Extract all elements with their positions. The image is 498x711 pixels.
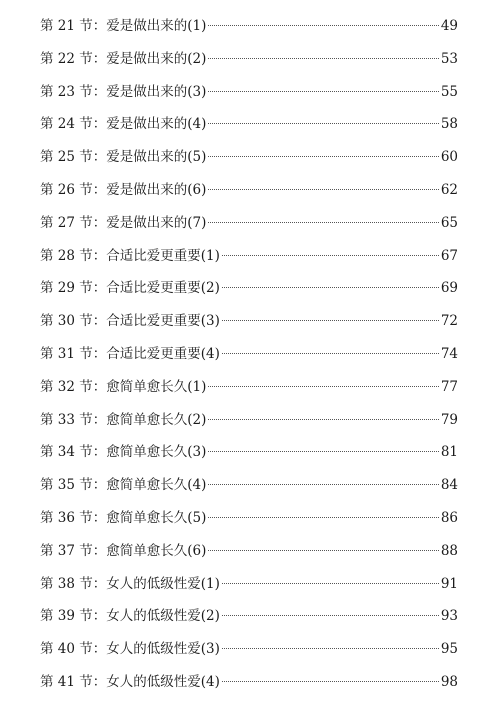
dot-leader: [208, 386, 438, 387]
dot-leader: [222, 287, 439, 288]
dot-leader: [208, 156, 438, 157]
toc-entry[interactable]: [40, 113, 458, 146]
toc-entry[interactable]: [40, 277, 458, 310]
toc-entry[interactable]: [40, 179, 458, 212]
page-number: 84: [440, 477, 458, 494]
section-title: 愈简单愈长久(6): [106, 542, 207, 559]
separator: ：: [92, 214, 107, 231]
section-title: 女人的低级性爱(2): [106, 608, 220, 625]
section-title: 女人的低级性爱(3): [106, 641, 220, 658]
toc-entry[interactable]: [40, 540, 458, 573]
section-title: 爱是做出来的(3): [106, 83, 207, 100]
section-number: 第 25 节: [40, 149, 93, 166]
page-number: 58: [440, 116, 458, 133]
page-number: 69: [440, 280, 458, 297]
section-number: 第 21 节: [40, 18, 93, 34]
section-number: 第 29 节: [40, 280, 93, 297]
separator: ：: [92, 641, 107, 658]
separator: ：: [92, 116, 107, 133]
separator: ：: [92, 149, 107, 166]
dot-leader: [208, 451, 438, 452]
toc-entry[interactable]: [40, 146, 458, 179]
toc-entry[interactable]: [40, 212, 458, 245]
page-number: 53: [440, 50, 458, 67]
section-title: 愈简单愈长久(1): [106, 378, 207, 395]
page-number: 81: [440, 444, 458, 461]
section-number: 第 27 节: [40, 214, 93, 231]
dot-leader: [208, 419, 438, 420]
separator: ：: [92, 542, 107, 559]
separator: ：: [92, 313, 107, 330]
section-number: 第 23 节: [40, 83, 93, 100]
toc-entry[interactable]: [40, 81, 458, 114]
section-number: 第 38 节: [40, 575, 93, 592]
page-number: 62: [440, 181, 458, 198]
table-of-contents: [40, 15, 458, 704]
separator: ：: [92, 280, 107, 297]
toc-entry[interactable]: [40, 376, 458, 409]
section-title: 爱是做出来的(2): [106, 50, 207, 67]
separator: ：: [92, 345, 107, 362]
section-title: 合适比爱更重要(4): [106, 345, 220, 362]
section-title: 愈简单愈长久(3): [106, 444, 207, 461]
page-number: 88: [440, 542, 458, 559]
dot-leader: [222, 615, 439, 616]
page-number: 55: [440, 83, 458, 100]
dot-leader: [208, 25, 438, 26]
toc-entry[interactable]: [40, 605, 458, 638]
separator: ：: [92, 50, 107, 67]
separator: ：: [92, 673, 107, 690]
page-number: 77: [440, 378, 458, 395]
dot-leader: [208, 517, 438, 518]
toc-entry[interactable]: [40, 310, 458, 343]
separator: ：: [92, 444, 107, 461]
section-title: 爱是做出来的(1): [106, 18, 207, 34]
section-number: 第 22 节: [40, 50, 93, 67]
page-number: 91: [440, 575, 458, 592]
dot-leader: [208, 189, 438, 190]
dot-leader: [208, 222, 438, 223]
section-title: 爱是做出来的(7): [106, 214, 207, 231]
page-number: 72: [440, 313, 458, 330]
toc-entry[interactable]: [40, 474, 458, 507]
page-number: 67: [440, 247, 458, 264]
toc-entry[interactable]: [40, 441, 458, 474]
section-number: 第 33 节: [40, 411, 93, 428]
dot-leader: [208, 91, 438, 92]
page-number: 93: [440, 608, 458, 625]
toc-entry[interactable]: [40, 245, 458, 278]
separator: ：: [92, 509, 107, 526]
page-number: 98: [440, 673, 458, 690]
section-number: 第 36 节: [40, 509, 93, 526]
toc-entry[interactable]: [40, 343, 458, 376]
section-number: 第 41 节: [40, 673, 93, 690]
section-number: 第 37 节: [40, 542, 93, 559]
section-title: 愈简单愈长久(5): [106, 509, 207, 526]
separator: ：: [92, 247, 107, 264]
dot-leader: [222, 255, 439, 256]
dot-leader: [208, 58, 438, 59]
page-number: 95: [440, 641, 458, 658]
section-number: 第 35 节: [40, 477, 93, 494]
page-number: 60: [440, 149, 458, 166]
separator: ：: [92, 378, 107, 395]
toc-entry[interactable]: [40, 409, 458, 442]
page-number: 65: [440, 214, 458, 231]
section-title: 爱是做出来的(6): [106, 181, 207, 198]
section-title: 女人的低级性爱(1): [106, 575, 220, 592]
section-title: 爱是做出来的(5): [106, 149, 207, 166]
toc-entry[interactable]: [40, 48, 458, 81]
dot-leader: [208, 484, 438, 485]
section-title: 合适比爱更重要(2): [106, 280, 220, 297]
section-number: 第 39 节: [40, 608, 93, 625]
dot-leader: [222, 681, 439, 682]
section-title: 愈简单愈长久(4): [106, 477, 207, 494]
section-number: 第 24 节: [40, 116, 93, 133]
separator: ：: [92, 181, 107, 198]
section-title: 女人的低级性爱(4): [106, 673, 220, 690]
dot-leader: [222, 583, 439, 584]
section-title: 愈简单愈长久(2): [106, 411, 207, 428]
separator: ：: [92, 477, 107, 494]
page-number: 79: [440, 411, 458, 428]
toc-entry[interactable]: [40, 638, 458, 671]
dot-leader: [222, 648, 439, 649]
toc-entry[interactable]: [40, 507, 458, 540]
section-number: 第 40 节: [40, 641, 93, 658]
separator: ：: [92, 83, 107, 100]
section-number: 第 26 节: [40, 181, 93, 198]
section-number: 第 28 节: [40, 247, 93, 264]
page-number: 86: [440, 509, 458, 526]
page-number: 49: [440, 18, 458, 34]
separator: ：: [92, 411, 107, 428]
separator: ：: [92, 18, 107, 34]
dot-leader: [208, 123, 438, 124]
section-number: 第 31 节: [40, 345, 93, 362]
dot-leader: [222, 353, 439, 354]
toc-entry[interactable]: [40, 573, 458, 606]
separator: ：: [92, 608, 107, 625]
page-number: 74: [440, 345, 458, 362]
section-number: 第 34 节: [40, 444, 93, 461]
section-title: 合适比爱更重要(1): [106, 247, 220, 264]
dot-leader: [222, 320, 439, 321]
toc-entry[interactable]: [40, 671, 458, 704]
section-title: 爱是做出来的(4): [106, 116, 207, 133]
section-title: 合适比爱更重要(3): [106, 313, 220, 330]
toc-entry[interactable]: [40, 15, 458, 48]
separator: ：: [92, 575, 107, 592]
section-number: 第 30 节: [40, 313, 93, 330]
section-number: 第 32 节: [40, 378, 93, 395]
dot-leader: [208, 550, 438, 551]
